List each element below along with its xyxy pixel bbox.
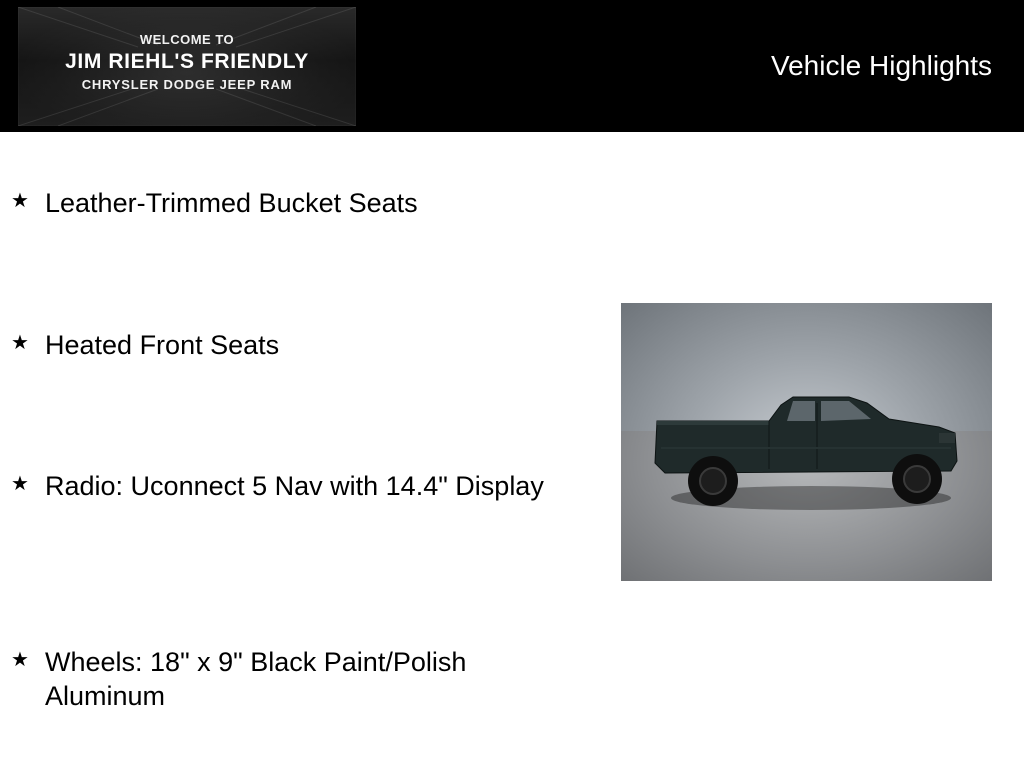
highlight-text: Radio: Uconnect 5 Nav with 14.4" Display bbox=[45, 471, 544, 501]
star-icon: ★ bbox=[11, 649, 29, 671]
star-icon: ★ bbox=[11, 190, 29, 212]
logo-brands-text: CHRYSLER DODGE JEEP RAM bbox=[81, 77, 293, 92]
star-icon: ★ bbox=[11, 332, 29, 354]
logo-dealer-name: JIM RIEHL'S FRIENDLY bbox=[65, 50, 309, 73]
pickup-truck-image bbox=[621, 303, 992, 581]
highlight-text: Leather-Trimmed Bucket Seats bbox=[45, 188, 418, 218]
highlight-text: Heated Front Seats bbox=[45, 330, 280, 360]
star-icon: ★ bbox=[11, 473, 29, 495]
logo-welcome-text: WELCOME TO bbox=[139, 32, 235, 47]
truck-illustration bbox=[621, 303, 992, 581]
header-bar bbox=[0, 0, 1024, 132]
highlight-text: Wheels: 18" x 9" Black Paint/Polish Aluminum bbox=[45, 647, 467, 711]
dealer-logo bbox=[18, 7, 356, 126]
page-title: Vehicle Highlights bbox=[770, 50, 992, 81]
